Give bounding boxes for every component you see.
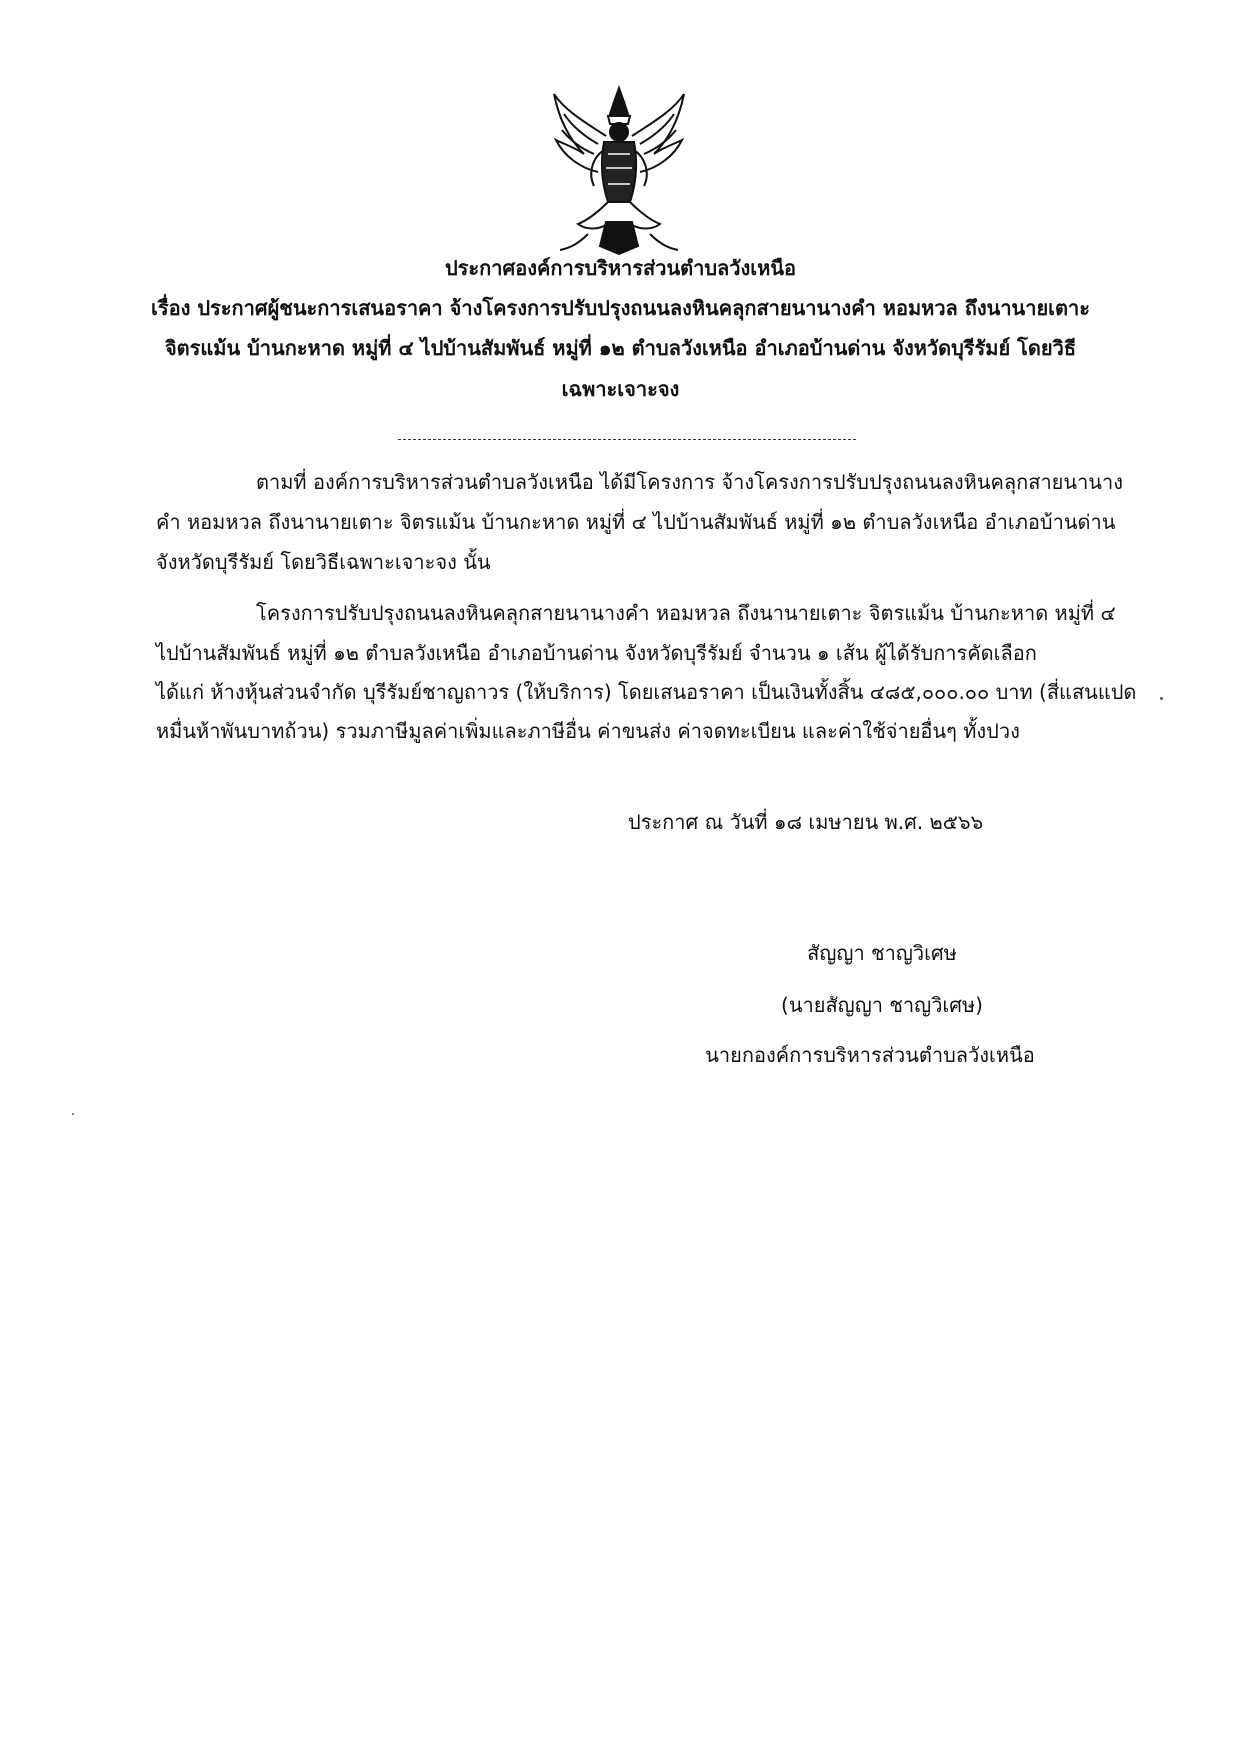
announcement-date: ประกาศ ณ วันที่ ๑๘ เมษายน พ.ศ. ๒๕๖๖: [628, 810, 984, 834]
paragraph2-line-4: หมื่นห้าพันบาทถ้วน) รวมภาษีมูลค่าเพิ่มและภาษีอื่น ค่าขนส่ง ค่าจดทะเบียน และค่าใช้จ่ายอื่นๆ ทั้งปวง: [156, 719, 1020, 743]
subject-line-3: เฉพาะเจาะจง: [561, 377, 680, 401]
scan-speck: [1160, 697, 1163, 700]
printed-name: (นายสัญญา ชาญวิเศษ): [781, 993, 983, 1017]
scan-speck: [72, 1113, 74, 1115]
paragraph2-line-3: ได้แก่ ห้างหุ้นส่วนจำกัด บุรีรัมย์ชาญถาวร (ให้บริการ) โดยเสนอราคา เป็นเงินทั้งสิ้น ๔๘๕,๐๐๐.๐๐ บาท (สี่แสนแปด: [156, 680, 1137, 704]
subject-line-1: เรื่อง ประกาศผู้ชนะการเสนอราคา จ้างโครงการปรับปรุงถนนลงหินคลุกสายนานางคำ หอมหวล ถึงนานายเตาะ: [151, 296, 1090, 320]
signature-name: สัญญา ชาญวิเศษ: [807, 941, 957, 965]
garuda-emblem-icon: [548, 84, 690, 260]
paragraph1-line-2: คำ หอมหวล ถึงนานายเตาะ จิตรแม้น บ้านกะหาด หมู่ที่ ๔ ไปบ้านสัมพันธ์ หมู่ที่ ๑๒ ตำบลวังเหนือ อำเภอบ้านด่าน: [156, 510, 1116, 534]
paragraph2-line-1: โครงการปรับปรุงถนนลงหินคลุกสายนานางคำ หอมหวล ถึงนานายเตาะ จิตรแม้น บ้านกะหาด หมู่ที่ ๔: [256, 601, 1116, 625]
subject-line-2: จิตรแม้น บ้านกะหาด หมู่ที่ ๔ ไปบ้านสัมพันธ์ หมู่ที่ ๑๒ ตำบลวังเหนือ อำเภอบ้านด่าน จังหวัดบุรีรัมย์ โดยวิธี: [164, 336, 1077, 360]
paragraph1-line-1: ตามที่ องค์การบริหารส่วนตำบลวังเหนือ ได้มีโครงการ จ้างโครงการปรับปรุงถนนลงหินคลุกสายนานาง: [256, 470, 1123, 494]
separator-rule: [398, 439, 856, 440]
paragraph2-line-2: ไปบ้านสัมพันธ์ หมู่ที่ ๑๒ ตำบลวังเหนือ อำเภอบ้านด่าน จังหวัดบุรีรัมย์ จำนวน ๑ เส้น ผู้ได้รับการคัดเลือก: [156, 641, 1037, 665]
document-title: ประกาศองค์การบริหารส่วนตำบลวังเหนือ: [444, 256, 797, 280]
paragraph1-line-3: จังหวัดบุรีรัมย์ โดยวิธีเฉพาะเจาะจง นั้น: [156, 550, 491, 574]
signer-position: นายกองค์การบริหารส่วนตำบลวังเหนือ: [705, 1043, 1035, 1067]
